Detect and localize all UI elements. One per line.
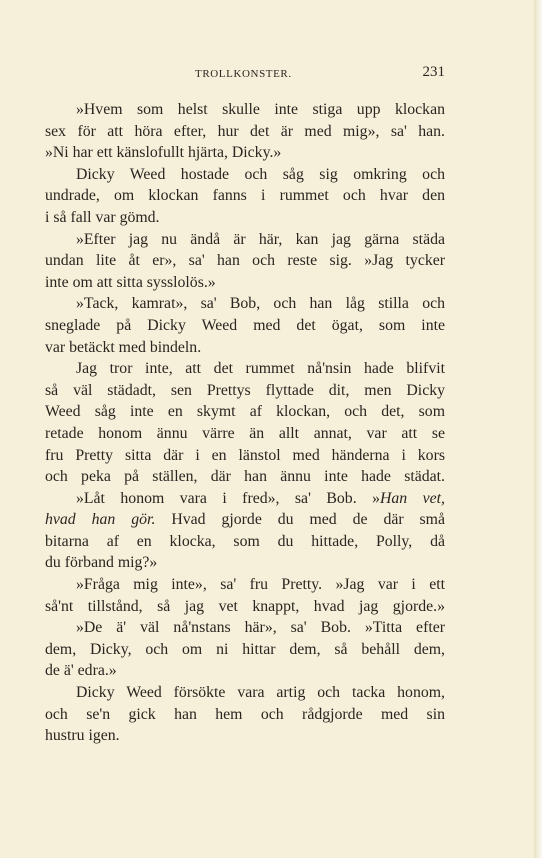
text-line: »Låt honom vara i fred», sa' Bob. »Han vet,: [76, 489, 445, 507]
text-line: sneglade på Dicky Weed med det ögat, som inte: [45, 316, 445, 334]
text-line: undan lite åt er», sa' han och reste sig. »Jag tycker: [45, 252, 445, 270]
text-line: de ä' edra.»: [45, 662, 117, 680]
text-line: »Fråga mig inte», sa' fru Pretty. »Jag var i ett: [76, 576, 445, 594]
page-header: [45, 64, 445, 84]
text-line: Jag tror inte, att det rummet nå'nsin hade blifvit: [76, 360, 445, 378]
text-line: dem, Dicky, och om ni hittar dem, så behåll dem,: [45, 640, 445, 658]
text-line: du förband mig?»: [45, 554, 158, 572]
text-line: och peka på ställen, där han ännu inte hade städat.: [45, 468, 445, 486]
text-line: undrade, om klockan fanns i rummet och hvar den: [45, 187, 445, 205]
text-line: retade honom ännu värre än allt annat, var att se: [45, 424, 445, 442]
text-line: Dicky Weed försökte vara artig och tacka honom,: [76, 684, 445, 702]
text-line: »Tack, kamrat», sa' Bob, och han låg stilla och: [76, 295, 445, 313]
running-head: TROLLKONSTER.: [195, 68, 292, 80]
text-line: »Efter jag nu ändå är här, kan jag gärna städa: [76, 230, 445, 248]
page-number: 231: [422, 64, 445, 80]
text-line: var betäckt med bindeln.: [45, 338, 202, 356]
text-line: hvad han gör. Hvad gjorde du med de där små: [45, 511, 445, 529]
text-line: och se'n gick han hem och rådgjorde med sin: [45, 705, 445, 723]
text-line: »Ni har ett känslofullt hjärta, Dicky.»: [45, 144, 282, 162]
text-line: fru Pretty sitta där i en länstol med händerna i kors: [45, 446, 445, 464]
italic-text: Han vet,: [379, 489, 445, 507]
text-line: så väl städadt, sen Prettys flyttade dit, men Dicky: [45, 381, 445, 399]
text-line: inte om att sitta sysslolös.»: [45, 273, 216, 291]
text-line: bitarna af en klocka, som du hittade, Polly, då: [45, 532, 445, 550]
text-line: hustru igen.: [45, 727, 120, 745]
italic-text: hvad han gör.: [45, 511, 156, 529]
text-line: Dicky Weed hostade och såg sig omkring och: [76, 165, 445, 183]
text-line: så'nt tillstånd, så jag vet knappt, hvad jag gjorde.»: [45, 597, 445, 615]
text-line: sex för att höra efter, hur det är med mig», sa' han.: [45, 122, 445, 140]
text-line: Weed såg inte en skymt af klockan, och det, som: [45, 403, 445, 421]
body-text: [45, 99, 445, 747]
text-line: i så fall var gömd.: [45, 208, 160, 226]
text-line: »Hvem som helst skulle inte stiga upp klockan: [76, 101, 445, 118]
page-edge-shadow: [534, 0, 542, 858]
text-line: »De ä' väl nå'nstans här», sa' Bob. »Titta efter: [76, 619, 445, 637]
